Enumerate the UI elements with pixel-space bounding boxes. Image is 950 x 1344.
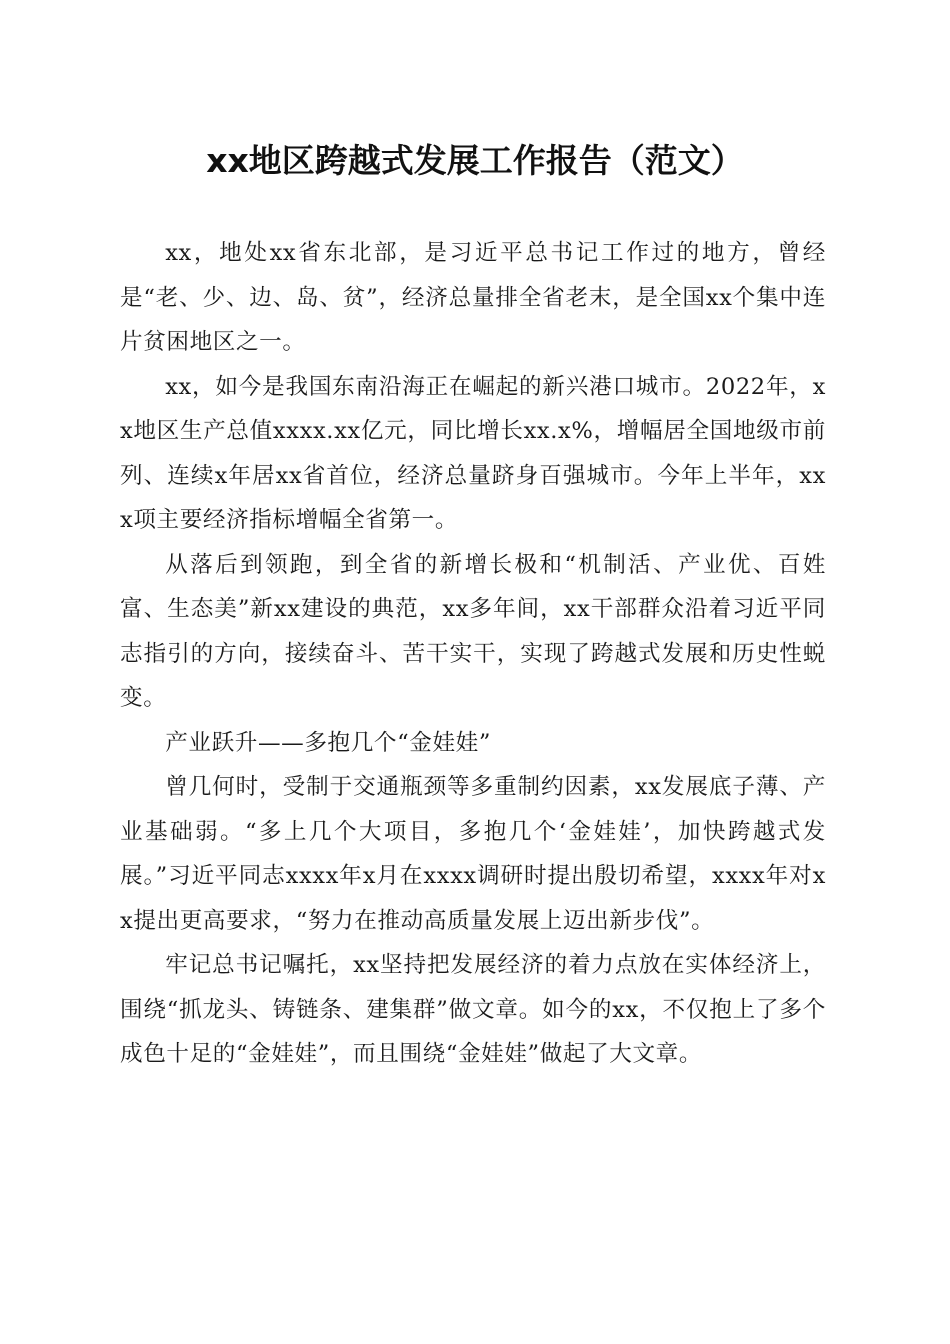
document-title: xx地区跨越式发展工作报告（范文）: [206, 141, 744, 180]
document-body: [120, 231, 826, 1077]
paragraph-current-status: xx，如今是我国东南沿海正在崛起的新兴港口城市。2022年，xx地区生产总值xxxx.xx亿元，同比增长xx.x%，增幅居全国地级市前列、连续x年居xx省首位，经济总量跻身百强城市。今年上半年，xxx项主要经济指标增幅全省第一。: [120, 373, 826, 533]
paragraph-industry-history: 曾几何时，受制于交通瓶颈等多重制约因素，xx发展底子薄、产业基础弱。“多上几个大项目，多抱几个‘金娃娃’，加快跨越式发展。”习近平同志xxxx年x月在xxxx调研时提出殷切希望，xxxx年对xx提出更高要求，“努力在推动高质量发展上迈出新步伐”。: [120, 774, 826, 934]
paragraph-intro: xx，地处xx省东北部，是习近平总书记工作过的地方，曾经是“老、少、边、岛、贫”，经济总量排全省老末，是全国xx个集中连片贫困地区之一。: [120, 240, 826, 355]
paragraph-industry-now: 牢记总书记嘱托，xx坚持把发展经济的着力点放在实体经济上，围绕“抓龙头、铸链条、建集群”做文章。如今的xx，不仅抱上了多个成色十足的“金娃娃”，而且围绕“金娃娃”做起了大文章。: [120, 952, 826, 1067]
section-heading: 产业跃升——多抱几个“金娃娃”: [165, 729, 492, 756]
paragraph-transformation: 从落后到领跑，到全省的新增长极和“机制活、产业优、百姓富、生态美”新xx建设的典范，xx多年间，xx干部群众沿着习近平同志指引的方向，接续奋斗、苦干实干，实现了跨越式发展和历史性蜕变。: [120, 551, 826, 711]
